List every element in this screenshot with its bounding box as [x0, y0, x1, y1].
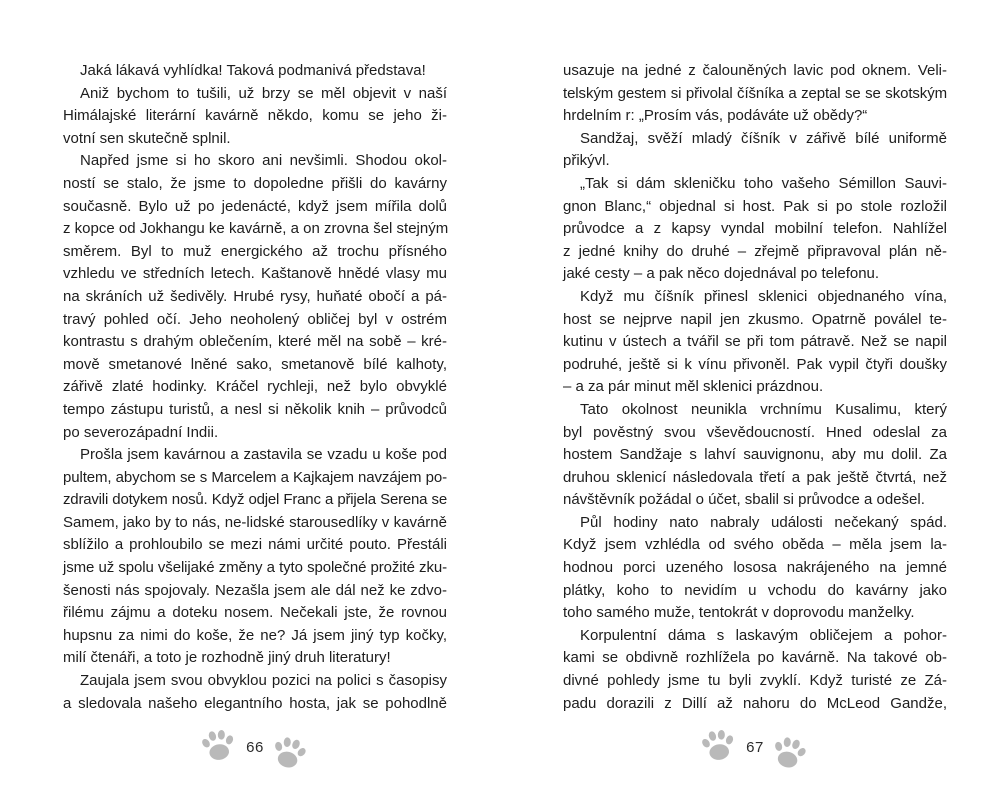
- text-line: „Tak si dám skleničku toho vašeho Sémillon Sauvi-: [580, 174, 947, 192]
- text-line: toho samého muže, tentokrát v doprovodu manželky.: [563, 604, 915, 622]
- text-line: kontrastu s drahým oblečením, které měl na sobě – kré-: [63, 333, 447, 351]
- text-line: telským gestem si přivolal číšníka a zeptal se se skotským: [563, 84, 947, 102]
- text-line: řilému zájmu a doteku nosem. Nečekali jste, že rovnou: [63, 604, 447, 622]
- text-line: milí čtenáři, a toto je rozhodně jiný druh literatury!: [63, 649, 391, 667]
- text-line: mově smetanové lněné sako, smetanově bílé kalhoty,: [63, 355, 447, 373]
- page-number-left: 66: [246, 738, 264, 756]
- text-line: z jedné knihy do druhé – zřejmě připravoval plán ně-: [563, 242, 947, 260]
- text-line: Tato okolnost neunikla vrchnímu Kusalimu, který: [580, 400, 947, 418]
- text-line: Korpulentní dáma s laskavým obličejem a pohor-: [580, 626, 947, 644]
- text-line: Zaujala jsem svou obvyklou pozici na polici s časopisy: [80, 672, 447, 690]
- text-line: Jaká lákavá vyhlídka! Taková podmanivá představa!: [80, 62, 426, 79]
- text-line: hostem Sandžaje s lahví sauvignonu, aby mu dolil. Za: [563, 446, 947, 464]
- text-line: plátky, koho to nevidím u vchodu do kavárny jako: [563, 581, 947, 599]
- page-right: [500, 0, 1000, 792]
- text-line: kutinu v ústech a tvářil se při tom pátravě. Než se napil: [563, 333, 947, 351]
- text-line: návštěvník požádal o účet, sbalil si průvodce a odešel.: [563, 491, 925, 509]
- text-line: host se nejprve napil jen zkusmo. Opatrně poválel te-: [563, 310, 947, 328]
- text-line: padu dorazili z Dillí až nahoru do McLeod Gandže,: [563, 694, 947, 712]
- text-line: směrem. Byl to muž energického až trochu přísného: [63, 242, 447, 260]
- text-line: hupsnu za nimi do koše, že ne? Já jsem jiný typ kočky,: [63, 626, 447, 644]
- paw-print-icon: [268, 732, 311, 773]
- text-line: sblížilo a prohloubilo se mezi námi určité pouto. Přestáli: [63, 536, 447, 554]
- text-line: ností se stalo, že jsme to dopoledne přišli do kavárny: [63, 174, 447, 192]
- text-line: travý pohled očí. Jeho neoholený obličej byl v ostrém: [63, 310, 447, 328]
- text-line: Sandžaj, svěží mladý číšník v zářivě bílé uniformě: [580, 129, 947, 147]
- page-left-footer: [63, 724, 447, 770]
- text-line: a sledovala našeho elegantního hosta, jak se pohodlně: [63, 694, 447, 712]
- text-line: zdravili dotykem nosů. Když odjel Franc a přijela Serena se: [63, 491, 447, 509]
- page-number-right: 67: [746, 738, 764, 756]
- text-line: současně. Bylo už po jedenácté, když jsem mířila dolů: [63, 197, 447, 215]
- text-line: Himálajské literární kavárně někdo, komu se jeho ži-: [63, 107, 447, 125]
- text-line: Samem, jako by to nás, ne-lidské starousedlíky v kavárně: [63, 513, 447, 531]
- text-line: podruhé, ještě si k vínu přivoněl. Pak vypil čtyři doušky: [563, 355, 947, 373]
- text-line: druhou sklenicí následovala třetí a pak ještě čtvrtá, než: [563, 468, 947, 486]
- text-line: průvodce a z kapsy vyndal mobilní telefon. Nahlížel: [563, 220, 947, 238]
- paw-print-icon: [768, 732, 811, 773]
- text-line: divné pohledy jsme tu byli zvyklí. Když turisté ze Zá-: [563, 672, 947, 690]
- text-line: kami se obdivně rozhlížela po kavárně. Na takové ob-: [563, 649, 947, 667]
- text-line: z kopce od Jokhangu ke kavárně, a on zrovna šel stejným: [63, 220, 449, 238]
- text-line: – a za pár minut měl sklenici prázdnou.: [563, 378, 824, 396]
- text-line: pultem, abychom se s Marcelem a Kajkajem navzájem po-: [63, 468, 447, 486]
- text-line: jaké cesty – a pak něco dojednával po telefonu.: [563, 265, 880, 283]
- text-line: Prošla jsem kavárnou a zastavila se vzadu u koše pod: [80, 446, 447, 464]
- text-line: Když jsem vzhlédla od svého oběda – měla jsem la-: [563, 536, 947, 554]
- text-line: Když mu číšník přinesl sklenici objednaného vína,: [580, 287, 947, 305]
- text-line: po severozápadní Indii.: [63, 423, 219, 441]
- page-left-text: [63, 60, 447, 715]
- text-line: Napřed jsme si ho skoro ani nevšimli. Shodou okol-: [80, 152, 447, 170]
- text-line: hrdelním r: „Prosím vás, podáváte už obědy?“: [563, 107, 868, 125]
- text-line: usazuje na jedné z čalouněných lavic pod oknem. Veli-: [563, 62, 947, 79]
- text-line: tempo zástupu turistů, a nesl si několik knih – průvodců: [63, 400, 447, 418]
- text-line: zářivě zlaté hodinky. Kráčel rychleji, než bylo obvyklé: [63, 378, 447, 396]
- text-line: Aniž bychom to tušili, už brzy se měl objevit v naší: [80, 84, 447, 102]
- page-right-text: [563, 60, 947, 715]
- text-line: Půl hodiny nato nabraly události nečekaný spád.: [580, 513, 947, 531]
- text-line: votní sen skutečně splnil.: [63, 129, 231, 147]
- page-right-footer: [563, 724, 947, 770]
- paw-print-icon: [699, 726, 739, 764]
- paw-print-icon: [199, 726, 239, 764]
- text-line: byl pověstný svou vševědoucností. Hned odeslal za: [563, 423, 947, 441]
- text-line: na skráních už šedivěly. Hrubé rysy, huňaté obočí a pá-: [63, 287, 447, 305]
- text-line: vzhledu ve středních letech. Kaštanově hnědé vlasy mu: [63, 265, 447, 283]
- text-line: přikývl.: [563, 152, 610, 170]
- text-line: šenosti nás spojovaly. Nezašla jsem ale dál než ke zdvo-: [63, 581, 447, 599]
- text-line: hodnou porci uzeného lososa nakrájeného na jemné: [563, 559, 947, 577]
- text-line: jsme už spolu všelijaké změny a tyto společné prožité zku-: [63, 559, 447, 577]
- text-line: gnon Blanc,“ objednal si host. Pak si po stole rozložil: [563, 197, 947, 215]
